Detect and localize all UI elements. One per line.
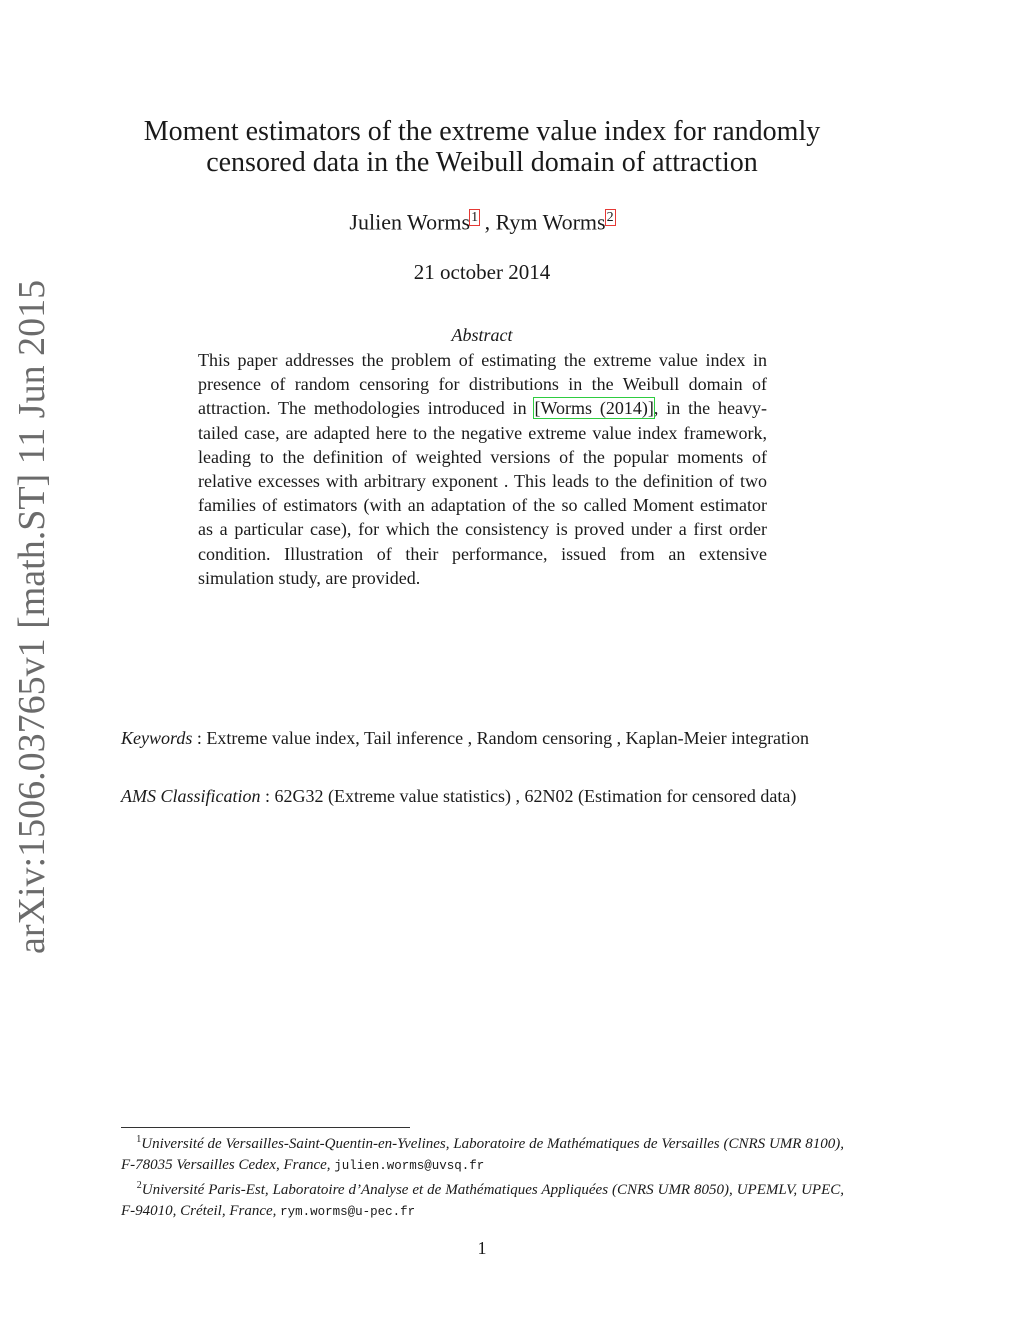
page-number: 1 bbox=[477, 1238, 487, 1258]
ams-classification-block bbox=[121, 784, 844, 808]
footnotes bbox=[121, 1130, 844, 1222]
footnote-1-text: Université de Versailles-Saint-Quentin-en-Yvelines, Laboratoire de Mathématiques de Versailles (CNRS UMR 8100), F-78035 Versailles Cedex, France, bbox=[121, 1136, 844, 1173]
paper-title bbox=[120, 116, 844, 178]
abstract-heading: Abstract bbox=[451, 325, 513, 345]
footnote-2-text: Université Paris-Est, Laboratoire d’Analyse et de Mathématiques Appliquées (CNRS UMR 8050), UPEMLV, UPEC, F-94010, Créteil, France, bbox=[121, 1182, 844, 1219]
author-list bbox=[120, 203, 844, 237]
ams-label: AMS Classification bbox=[121, 786, 261, 806]
paper-date: 21 october 2014 bbox=[413, 260, 551, 284]
author-2: Rym Worms bbox=[495, 209, 606, 235]
footnote-2 bbox=[121, 1176, 844, 1222]
footnote-2-email[interactable]: rym.worms@u-pec.fr bbox=[280, 1204, 416, 1219]
title-line-1: Moment estimators of the extreme value index for randomly bbox=[143, 116, 821, 147]
footnote-ref-2[interactable]: 2 bbox=[606, 210, 614, 225]
abstract-text-2: , in the heavy-tailed case, are adapted here to the negative extreme value index framework, leading to the definition of weighted versions of the popular moments of relative excesses with arbitrary exponent . This leads to the definition of two families of estimators (with an adaptation of the so called Moment estimator as a particular case), for which the consistency is proved under a first order condition. Illustration of their performance, issued from an extensive simulation study, are provided. bbox=[198, 398, 767, 588]
abstract-body bbox=[198, 348, 767, 590]
abstract-text-1: This paper addresses the problem of estimating the extreme value index in presence of random censoring for distributions in the Weibull domain of attraction. The methodologies introduced in bbox=[198, 350, 767, 419]
footnote-1-email[interactable]: julien.worms@uvsq.fr bbox=[334, 1158, 485, 1173]
arxiv-stamp: arXiv:1506.03765v1 [math.ST] 11 Jun 2015 bbox=[11, 279, 53, 954]
footnote-rule bbox=[121, 1127, 410, 1128]
title-line-2: censored data in the Weibull domain of attraction bbox=[206, 147, 758, 178]
keywords-block bbox=[121, 726, 844, 750]
keywords-label: Keywords bbox=[121, 728, 193, 748]
citation-link[interactable]: [Worms (2014)] bbox=[534, 398, 654, 419]
footnote-2-mark: 2 bbox=[136, 1180, 142, 1191]
author-1: Julien Worms bbox=[349, 209, 471, 235]
keywords-sep: : bbox=[192, 728, 207, 748]
ams-text: 62G32 (Extreme value statistics) , 62N02 (Estimation for censored data) bbox=[274, 786, 797, 806]
footnote-ref-1[interactable]: 1 bbox=[471, 210, 479, 225]
ams-sep: : bbox=[260, 786, 275, 806]
author-separator: , bbox=[479, 209, 496, 235]
footnote-1 bbox=[121, 1130, 844, 1176]
footnote-1-mark: 1 bbox=[136, 1134, 142, 1145]
keywords-text: Extreme value index, Tail inference , Random censoring , Kaplan-Meier integration bbox=[206, 728, 810, 748]
